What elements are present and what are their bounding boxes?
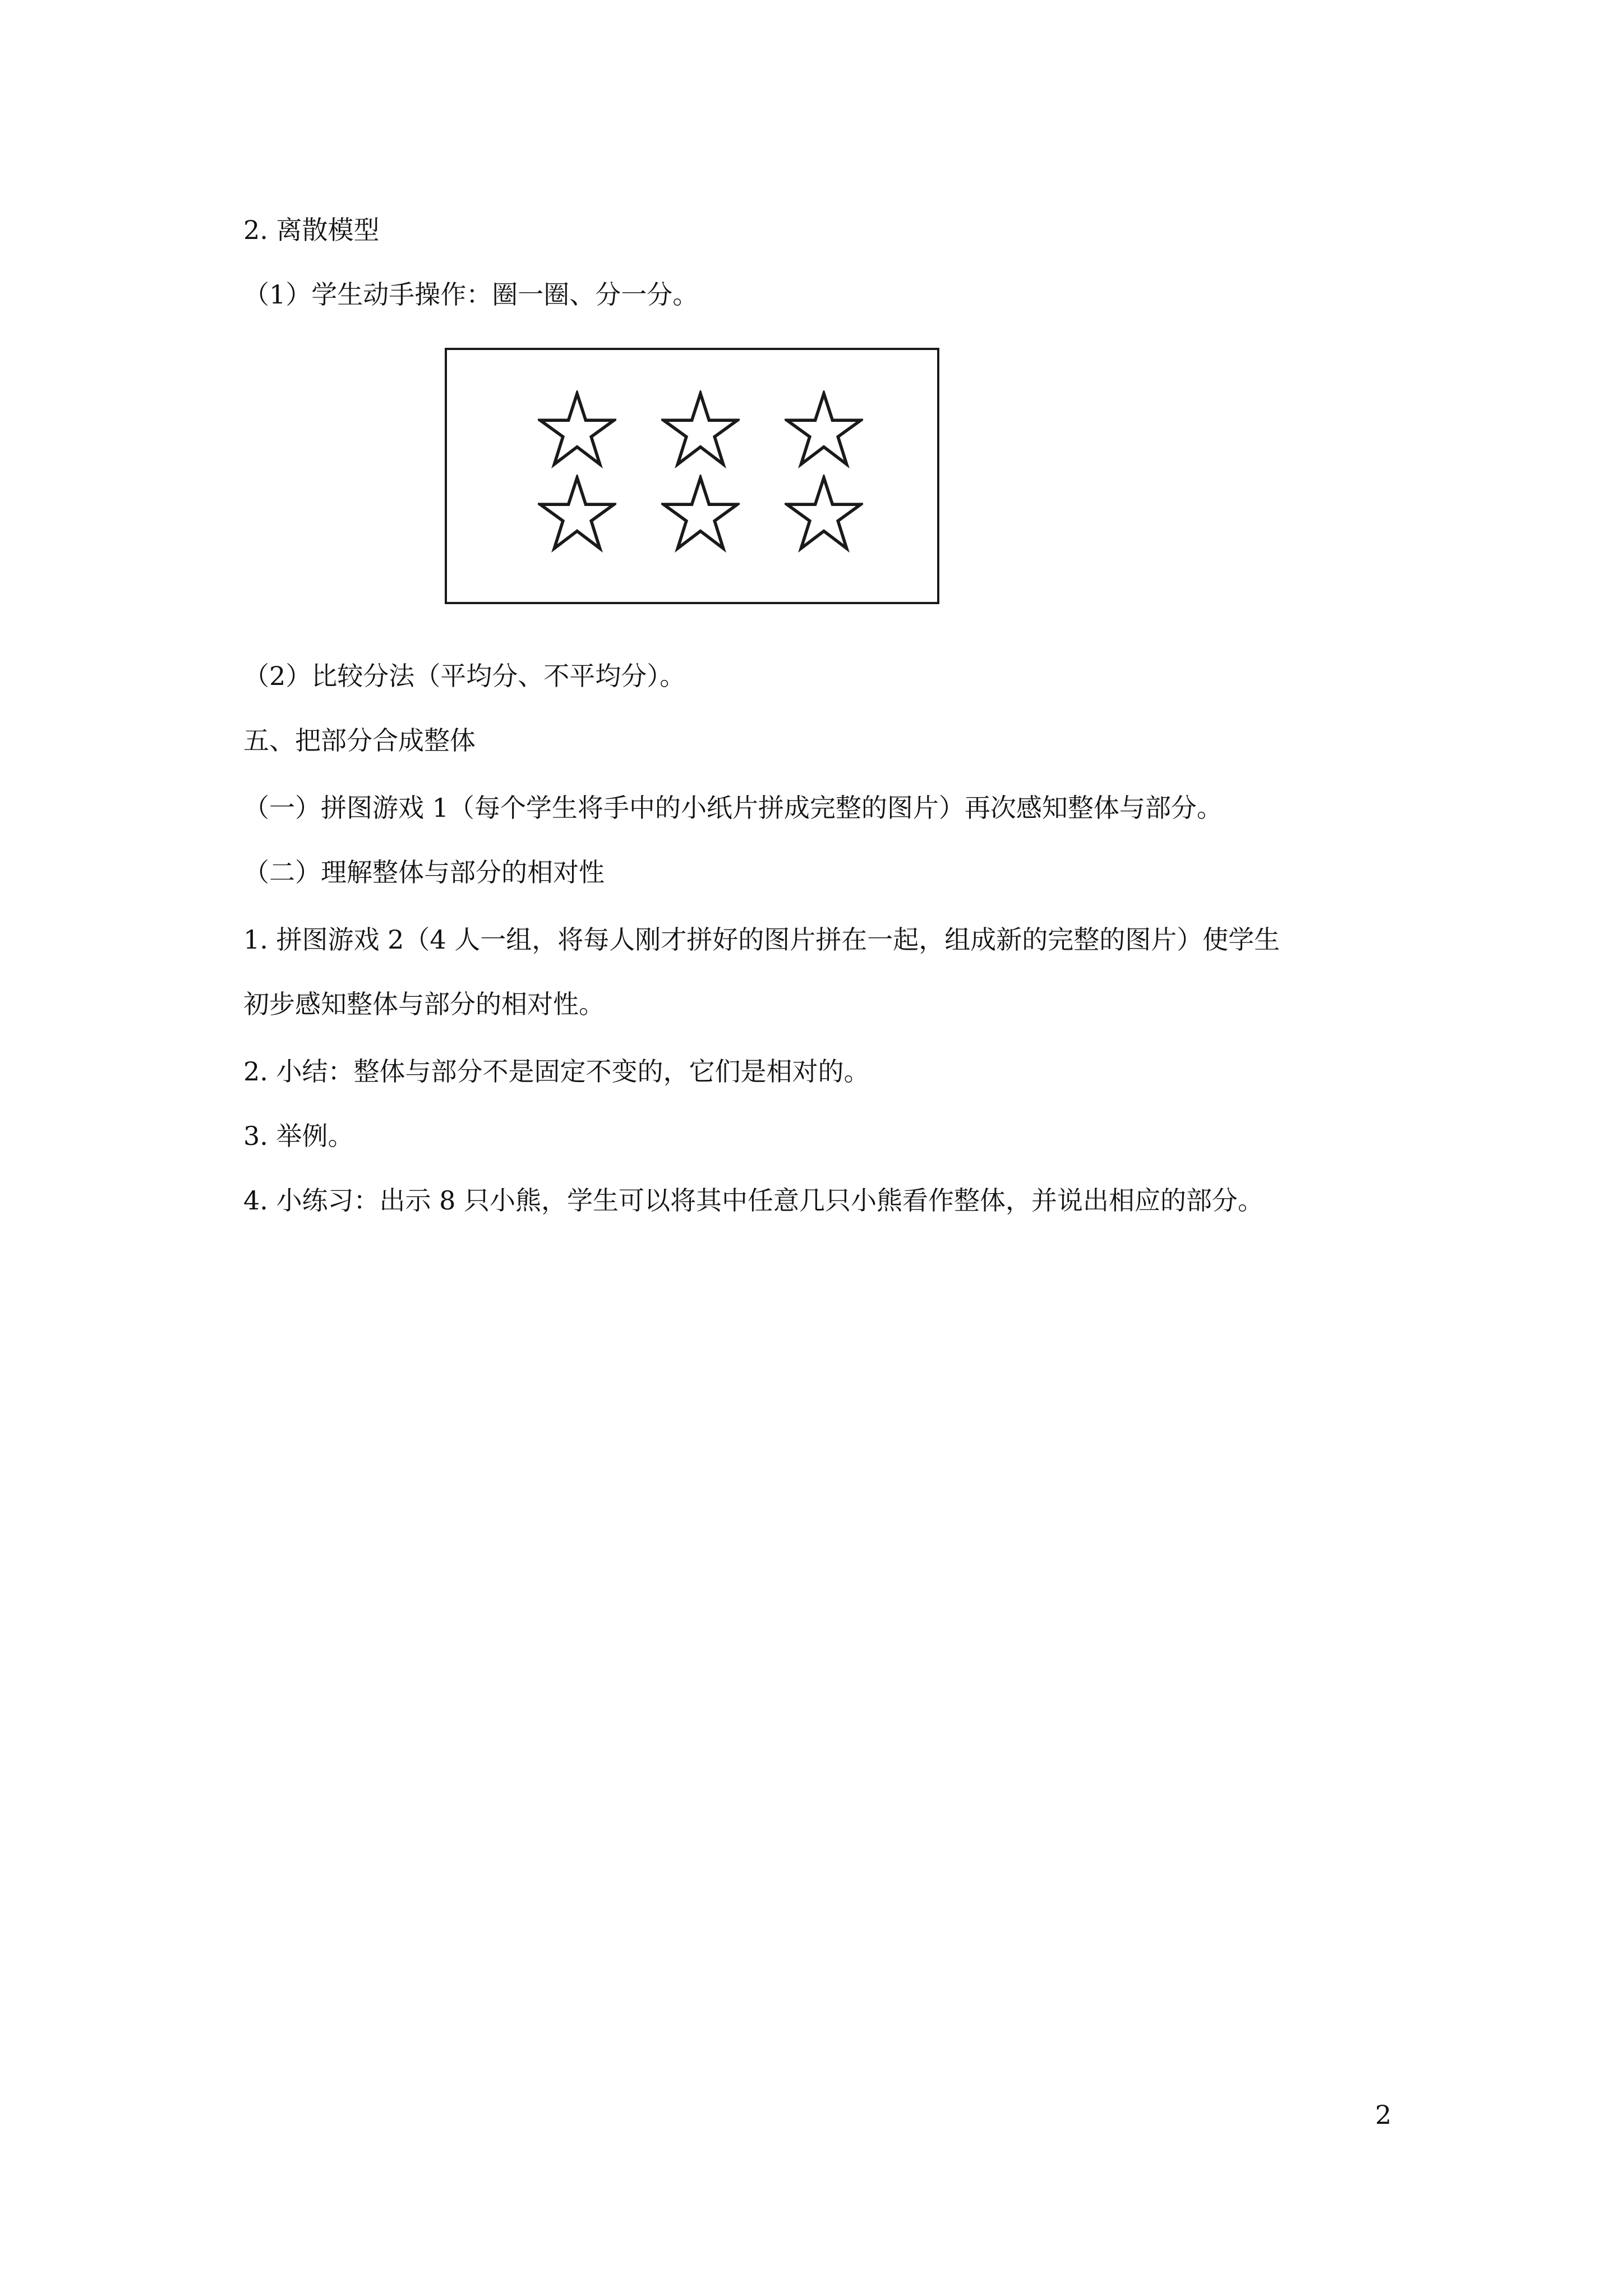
star-outline-icon — [538, 390, 616, 469]
item-puzzle-game-2-continued: 初步感知整体与部分的相对性。 — [243, 989, 605, 1019]
step-compare-division: （2）比较分法（平均分、不平均分）。 — [243, 661, 686, 691]
page-number: 2 — [1375, 2100, 1392, 2130]
step-hands-on-operation: （1）学生动手操作：圈一圈、分一分。 — [243, 279, 699, 310]
star-outline-icon — [661, 475, 740, 553]
star-outline-icon — [538, 475, 616, 553]
subsection-relativity: （二）理解整体与部分的相对性 — [243, 857, 605, 887]
item-puzzle-game-2: 1. 拼图游戏 2（4 人一组，将每人刚才拼好的图片拼在一起，组成新的完整的图片）使学生 — [243, 924, 1280, 955]
item-examples: 3. 举例。 — [243, 1121, 354, 1151]
star-outline-icon — [661, 390, 740, 469]
star-outline-icon — [785, 475, 863, 553]
star-outline-icon — [785, 390, 863, 469]
heading-discrete-model: 2. 离散模型 — [243, 215, 380, 245]
subsection-puzzle-game-1: （一）拼图游戏 1（每个学生将手中的小纸片拼成完整的图片）再次感知整体与部分。 — [243, 793, 1223, 823]
section-heading-five: 五、把部分合成整体 — [243, 725, 476, 756]
stars-figure — [445, 348, 939, 604]
item-practice: 4. 小练习：出示 8 只小熊，学生可以将其中任意几只小熊看作整体，并说出相应的部分。 — [243, 1185, 1264, 1216]
item-summary: 2. 小结：整体与部分不是固定不变的，它们是相对的。 — [243, 1056, 870, 1087]
